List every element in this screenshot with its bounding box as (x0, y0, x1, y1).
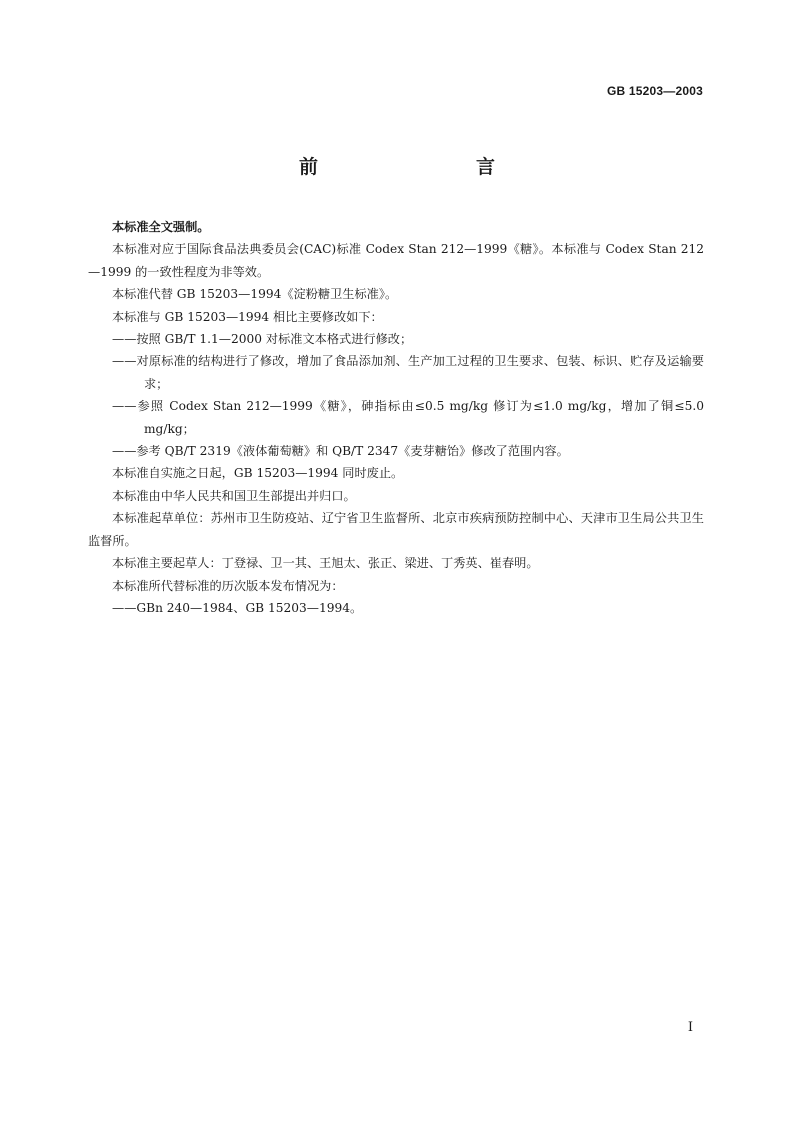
paragraph-abolish: 本标准自实施之日起，GB 15203—1994 同时废止。 (112, 466, 404, 481)
paragraph-changes-intro: 本标准与 GB 15203—1994 相比主要修改如下： (112, 309, 383, 324)
page-number: I (687, 1020, 693, 1035)
paragraph-correspondence: 本标准对应于国际食品法典委员会(CAC)标准 Codex Stan 212—1999《糖》。本标准与 Codex Stan 212—1999 的一致性程度为非等效。 (88, 242, 704, 279)
paragraph-drafters: 本标准主要起草人：丁登禄、卫一其、王旭太、张正、梁进、丁秀英、崔春明。 (112, 556, 539, 571)
standard-code: GB 15203—2003 (607, 84, 703, 98)
page-title: 前 言 (298, 156, 535, 178)
paragraph-replaces: 本标准代替 GB 15203—1994《淀粉糖卫生标准》。 (112, 287, 398, 302)
change-item: ——按照 GB/T 1.1—2000 对标准文本格式进行修改； (112, 332, 413, 347)
document-body (88, 216, 704, 619)
history-item: ——GBn 240—1984、GB 15203—1994。 (112, 600, 363, 615)
change-item: ——参考 QB/T 2319《液体葡萄糖》和 QB/T 2347《麦芽糖饴》修改了范围内容。 (112, 444, 569, 459)
paragraph-history-intro: 本标准所代替标准的历次版本发布情况为： (112, 578, 344, 593)
change-item: ——参照 Codex Stan 212—1999《糖》，砷指标由≤0.5 mg/kg 修订为≤1.0 mg/kg，增加了铜≤5.0 mg/kg； (112, 399, 704, 436)
paragraph-proposer: 本标准由中华人民共和国卫生部提出并归口。 (112, 488, 356, 503)
paragraph-mandatory: 本标准全文强制。 (112, 220, 210, 234)
paragraph-drafting-units: 本标准起草单位：苏州市卫生防疫站、辽宁省卫生监督所、北京市疾病预防控制中心、天津市卫生局公共卫生监督所。 (88, 511, 704, 548)
change-item: ——对原标准的结构进行了修改，增加了食品添加剂、生产加工过程的卫生要求、包装、标识、贮存及运输要求； (112, 354, 704, 391)
